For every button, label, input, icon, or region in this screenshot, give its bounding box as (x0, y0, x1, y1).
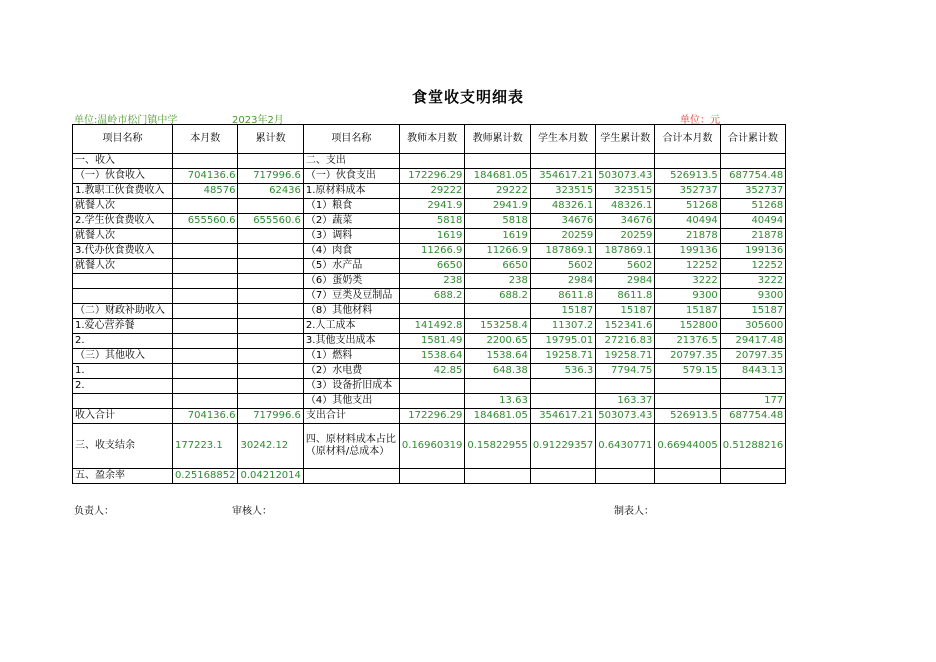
value-cell[interactable] (173, 319, 238, 334)
row-label-cell[interactable]: （6）蛋奶类 (303, 274, 399, 289)
value-cell[interactable]: 12252 (655, 259, 720, 274)
value-cell[interactable] (173, 229, 238, 244)
value-cell[interactable]: 5818 (399, 214, 464, 229)
value-cell[interactable] (465, 304, 530, 319)
value-cell[interactable] (465, 154, 530, 169)
value-cell[interactable]: 352737 (720, 184, 785, 199)
reviewer-label: 审核人： (232, 506, 272, 517)
value-cell[interactable] (173, 259, 238, 274)
value-cell[interactable]: 6650 (399, 259, 464, 274)
column-header: 本月数 (173, 125, 238, 154)
value-cell[interactable]: 184681.05 (465, 409, 530, 424)
table-row (73, 349, 786, 364)
value-cell[interactable]: 8611.8 (530, 289, 595, 304)
value-cell[interactable]: 9300 (655, 289, 720, 304)
value-cell[interactable]: 187869.1 (530, 244, 595, 259)
column-header: 合计累计数 (720, 125, 785, 154)
value-cell[interactable] (173, 289, 238, 304)
value-cell[interactable]: 503073.43 (596, 169, 655, 184)
value-cell[interactable] (173, 364, 238, 379)
value-cell[interactable]: 15187 (720, 304, 785, 319)
value-cell[interactable]: 20797.35 (720, 349, 785, 364)
value-cell[interactable]: 704136.6 (173, 409, 238, 424)
value-cell[interactable] (530, 394, 595, 409)
value-cell[interactable]: 48576 (173, 184, 238, 199)
value-cell[interactable]: 2200.65 (465, 334, 530, 349)
value-cell[interactable]: 27216.83 (596, 334, 655, 349)
row-label-cell[interactable] (73, 289, 173, 304)
value-cell[interactable] (399, 304, 464, 319)
value-cell[interactable]: 199136 (720, 244, 785, 259)
row-label-cell[interactable]: 三、收支结余 (73, 424, 173, 469)
table-row (73, 244, 786, 259)
value-cell[interactable] (238, 229, 303, 244)
value-cell[interactable]: 687754.48 (720, 409, 785, 424)
row-label-cell[interactable]: （三）其他收入 (73, 349, 173, 364)
value-cell[interactable] (596, 379, 655, 394)
table-row (73, 199, 786, 214)
value-cell[interactable]: 20259 (530, 229, 595, 244)
value-cell[interactable] (596, 154, 655, 169)
row-label-cell[interactable]: （4）其他支出 (303, 394, 399, 409)
value-cell[interactable]: 238 (465, 274, 530, 289)
value-cell[interactable]: 20259 (596, 229, 655, 244)
value-cell[interactable] (655, 154, 720, 169)
value-cell[interactable]: 34676 (596, 214, 655, 229)
row-label-cell[interactable]: （2）水电费 (303, 364, 399, 379)
value-cell[interactable]: 305600 (720, 319, 785, 334)
value-cell[interactable]: 354617.21 (530, 409, 595, 424)
value-cell[interactable]: 15187 (530, 304, 595, 319)
value-cell[interactable] (530, 154, 595, 169)
row-label-cell[interactable]: 2. (73, 334, 173, 349)
value-cell[interactable]: 2941.9 (465, 199, 530, 214)
table-row (73, 394, 786, 409)
row-label-cell[interactable] (303, 469, 399, 484)
value-cell[interactable]: 717996.6 (238, 169, 303, 184)
column-header: 教师累计数 (465, 125, 530, 154)
row-label-cell[interactable]: 四、原材料成本占比 （原材料/总成本） (303, 424, 399, 469)
value-cell[interactable] (173, 394, 238, 409)
value-cell[interactable]: 526913.5 (655, 169, 720, 184)
value-cell[interactable]: 7794.75 (596, 364, 655, 379)
value-cell[interactable]: 1619 (465, 229, 530, 244)
page-title: 食堂收支明细表 (411, 88, 524, 106)
value-cell[interactable] (238, 349, 303, 364)
row-label-cell[interactable]: （二）财政补助收入 (73, 304, 173, 319)
value-cell[interactable]: 19795.01 (530, 334, 595, 349)
table-row (73, 319, 786, 334)
value-cell[interactable]: 48326.1 (596, 199, 655, 214)
value-cell[interactable] (530, 379, 595, 394)
value-cell[interactable] (465, 379, 530, 394)
value-cell[interactable]: 40494 (720, 214, 785, 229)
value-cell[interactable]: 48326.1 (530, 199, 595, 214)
value-cell[interactable]: 12252 (720, 259, 785, 274)
value-cell[interactable] (399, 154, 464, 169)
row-label-cell[interactable] (73, 394, 173, 409)
value-cell[interactable] (238, 394, 303, 409)
value-cell[interactable]: 199136 (655, 244, 720, 259)
value-cell[interactable] (238, 379, 303, 394)
value-cell[interactable]: 2941.9 (399, 199, 464, 214)
value-cell[interactable]: 172296.29 (399, 169, 464, 184)
value-cell[interactable]: 177 (720, 394, 785, 409)
row-label-cell[interactable]: （5）水产品 (303, 259, 399, 274)
row-label-cell[interactable]: 2.人工成本 (303, 319, 399, 334)
value-cell[interactable] (238, 289, 303, 304)
row-label-cell[interactable]: （1）粮食 (303, 199, 399, 214)
value-cell[interactable]: 503073.43 (596, 409, 655, 424)
value-cell[interactable]: 0.15822955 (465, 424, 530, 469)
value-cell[interactable]: 0.66944005 (655, 424, 720, 469)
row-label-cell[interactable]: 3.代办伙食费收入 (73, 244, 173, 259)
row-label-cell[interactable]: 一、收入 (73, 154, 173, 169)
value-cell[interactable] (173, 304, 238, 319)
row-label-cell[interactable]: 2. (73, 379, 173, 394)
value-cell[interactable] (238, 319, 303, 334)
value-cell[interactable] (238, 259, 303, 274)
row-label-cell[interactable]: （8）其他材料 (303, 304, 399, 319)
value-cell[interactable]: 172296.29 (399, 409, 464, 424)
value-cell[interactable]: 717996.6 (238, 409, 303, 424)
row-label-cell[interactable]: 收入合计 (73, 409, 173, 424)
row-label-cell[interactable]: （1）燃料 (303, 349, 399, 364)
value-cell[interactable] (173, 349, 238, 364)
table-row (73, 289, 786, 304)
row-label-cell[interactable]: 1.爱心营养餐 (73, 319, 173, 334)
row-label-cell[interactable]: （3）调料 (303, 229, 399, 244)
value-cell[interactable]: 15187 (655, 304, 720, 319)
value-cell[interactable]: 352737 (655, 184, 720, 199)
value-cell[interactable] (399, 379, 464, 394)
value-cell[interactable]: 51268 (720, 199, 785, 214)
value-cell[interactable] (238, 334, 303, 349)
value-cell[interactable]: 184681.05 (465, 169, 530, 184)
row-label-cell[interactable]: 1.教职工伙食费收入 (73, 184, 173, 199)
row-label-cell[interactable]: （一）伙食支出 (303, 169, 399, 184)
value-cell[interactable] (720, 469, 785, 484)
table-row (73, 469, 786, 484)
row-label-cell[interactable]: 就餐人次 (73, 259, 173, 274)
value-cell[interactable]: 11266.9 (399, 244, 464, 259)
row-label-cell[interactable]: （4）肉食 (303, 244, 399, 259)
value-cell[interactable] (655, 379, 720, 394)
value-cell[interactable]: 323515 (530, 184, 595, 199)
unit-label: 单位:温岭市松门镇中学 (74, 115, 178, 126)
column-header: 学生累计数 (596, 125, 655, 154)
table-row (73, 259, 786, 274)
value-cell[interactable] (720, 154, 785, 169)
table-row (73, 364, 786, 379)
table-row (73, 169, 786, 184)
value-cell[interactable]: 0.04212014 (238, 469, 303, 484)
value-cell[interactable]: 0.51288216 (720, 424, 785, 469)
value-cell[interactable] (173, 274, 238, 289)
value-cell[interactable]: 526913.5 (655, 409, 720, 424)
value-cell[interactable] (173, 334, 238, 349)
value-cell[interactable]: 0.91229357 (530, 424, 595, 469)
column-header: 合计本月数 (655, 125, 720, 154)
header-row (73, 125, 786, 154)
value-cell[interactable]: 0.16960319 (399, 424, 464, 469)
value-cell[interactable]: 1619 (399, 229, 464, 244)
currency-unit: 单位：元 (680, 115, 720, 126)
value-cell[interactable]: 15187 (596, 304, 655, 319)
value-cell[interactable]: 9300 (720, 289, 785, 304)
value-cell[interactable]: 42.85 (399, 364, 464, 379)
value-cell[interactable]: 238 (399, 274, 464, 289)
value-cell[interactable]: 34676 (530, 214, 595, 229)
table-row (73, 154, 786, 169)
value-cell[interactable]: 536.3 (530, 364, 595, 379)
column-header: 学生本月数 (530, 125, 595, 154)
value-cell[interactable]: 153258.4 (465, 319, 530, 334)
value-cell[interactable]: 11266.9 (465, 244, 530, 259)
row-label-cell[interactable]: 二、支出 (303, 154, 399, 169)
value-cell[interactable]: 19258.71 (530, 349, 595, 364)
value-cell[interactable]: 0.25168852 (173, 469, 238, 484)
table-row (73, 379, 786, 394)
value-cell[interactable]: 5602 (596, 259, 655, 274)
value-cell[interactable]: 1538.64 (399, 349, 464, 364)
table-row (73, 184, 786, 199)
value-cell[interactable]: 29417.48 (720, 334, 785, 349)
value-cell[interactable] (596, 469, 655, 484)
table-row (73, 424, 786, 469)
value-cell[interactable] (465, 469, 530, 484)
value-cell[interactable] (238, 244, 303, 259)
row-label-cell[interactable]: 3.其他支出成本 (303, 334, 399, 349)
table-row (73, 334, 786, 349)
column-header: 项目名称 (73, 125, 173, 154)
value-cell[interactable]: 8611.8 (596, 289, 655, 304)
value-cell[interactable]: 2984 (596, 274, 655, 289)
value-cell[interactable]: 704136.6 (173, 169, 238, 184)
value-cell[interactable]: 8443.13 (720, 364, 785, 379)
row-label-cell[interactable]: 就餐人次 (73, 199, 173, 214)
value-cell[interactable]: 20797.35 (655, 349, 720, 364)
value-cell[interactable] (173, 154, 238, 169)
row-label-cell[interactable]: 2.学生伙食费收入 (73, 214, 173, 229)
value-cell[interactable] (720, 379, 785, 394)
income-expense-table (72, 124, 786, 484)
column-header: 累计数 (238, 125, 303, 154)
row-label-cell[interactable] (73, 274, 173, 289)
table-row (73, 229, 786, 244)
value-cell[interactable]: 40494 (655, 214, 720, 229)
value-cell[interactable]: 688.2 (465, 289, 530, 304)
value-cell[interactable]: 51268 (655, 199, 720, 214)
value-cell[interactable]: 6650 (465, 259, 530, 274)
value-cell[interactable] (173, 379, 238, 394)
value-cell[interactable]: 648.38 (465, 364, 530, 379)
value-cell[interactable]: 354617.21 (530, 169, 595, 184)
value-cell[interactable] (238, 199, 303, 214)
value-cell[interactable]: 19258.71 (596, 349, 655, 364)
value-cell[interactable]: 655560.6 (238, 214, 303, 229)
column-header: 教师本月数 (399, 125, 464, 154)
responsible-label: 负责人： (74, 506, 114, 517)
row-label-cell[interactable]: （一）伙食收入 (73, 169, 173, 184)
value-cell[interactable] (399, 469, 464, 484)
row-label-cell[interactable]: （7）豆类及豆制品 (303, 289, 399, 304)
table-row (73, 304, 786, 319)
value-cell[interactable] (173, 199, 238, 214)
value-cell[interactable]: 687754.48 (720, 169, 785, 184)
value-cell[interactable]: 323515 (596, 184, 655, 199)
table-row (73, 274, 786, 289)
value-cell[interactable]: 3222 (720, 274, 785, 289)
value-cell[interactable] (173, 244, 238, 259)
preparer-label: 制表人： (614, 506, 654, 517)
value-cell[interactable]: 579.15 (655, 364, 720, 379)
value-cell[interactable]: 21878 (655, 229, 720, 244)
value-cell[interactable]: 163.37 (596, 394, 655, 409)
value-cell[interactable]: 21376.5 (655, 334, 720, 349)
value-cell[interactable] (655, 469, 720, 484)
value-cell[interactable]: 152341.6 (596, 319, 655, 334)
value-cell[interactable]: 1538.64 (465, 349, 530, 364)
value-cell[interactable]: 5818 (465, 214, 530, 229)
value-cell[interactable] (238, 154, 303, 169)
value-cell[interactable]: 11307.2 (530, 319, 595, 334)
value-cell[interactable]: 177223.1 (173, 424, 238, 469)
value-cell[interactable]: 187869.1 (596, 244, 655, 259)
value-cell[interactable] (238, 304, 303, 319)
value-cell[interactable]: 141492.8 (399, 319, 464, 334)
value-cell[interactable]: 13.63 (465, 394, 530, 409)
value-cell[interactable]: 152800 (655, 319, 720, 334)
value-cell[interactable]: 21878 (720, 229, 785, 244)
value-cell[interactable]: 655560.6 (173, 214, 238, 229)
value-cell[interactable]: 1581.49 (399, 334, 464, 349)
row-label-cell[interactable]: 支出合计 (303, 409, 399, 424)
value-cell[interactable]: 688.2 (399, 289, 464, 304)
value-cell[interactable]: 30242.12 (238, 424, 303, 469)
row-label-cell[interactable]: 就餐人次 (73, 229, 173, 244)
column-header: 项目名称 (303, 125, 399, 154)
row-label-cell[interactable]: （3）设备折旧成本 (303, 379, 399, 394)
row-label-cell[interactable]: （2）蔬菜 (303, 214, 399, 229)
value-cell[interactable] (238, 364, 303, 379)
report-date: 2023年2月 (232, 115, 284, 126)
row-label-cell[interactable]: 1.原材料成本 (303, 184, 399, 199)
value-cell[interactable] (238, 274, 303, 289)
value-cell[interactable]: 29222 (465, 184, 530, 199)
value-cell[interactable]: 62436 (238, 184, 303, 199)
value-cell[interactable] (655, 394, 720, 409)
table-row (73, 409, 786, 424)
value-cell[interactable]: 29222 (399, 184, 464, 199)
row-label-cell[interactable]: 五、盈余率 (73, 469, 173, 484)
value-cell[interactable]: 0.6430771 (596, 424, 655, 469)
value-cell[interactable]: 5602 (530, 259, 595, 274)
value-cell[interactable] (530, 469, 595, 484)
value-cell[interactable] (399, 394, 464, 409)
row-label-cell[interactable]: 1. (73, 364, 173, 379)
table-row (73, 214, 786, 229)
value-cell[interactable]: 3222 (655, 274, 720, 289)
value-cell[interactable]: 2984 (530, 274, 595, 289)
